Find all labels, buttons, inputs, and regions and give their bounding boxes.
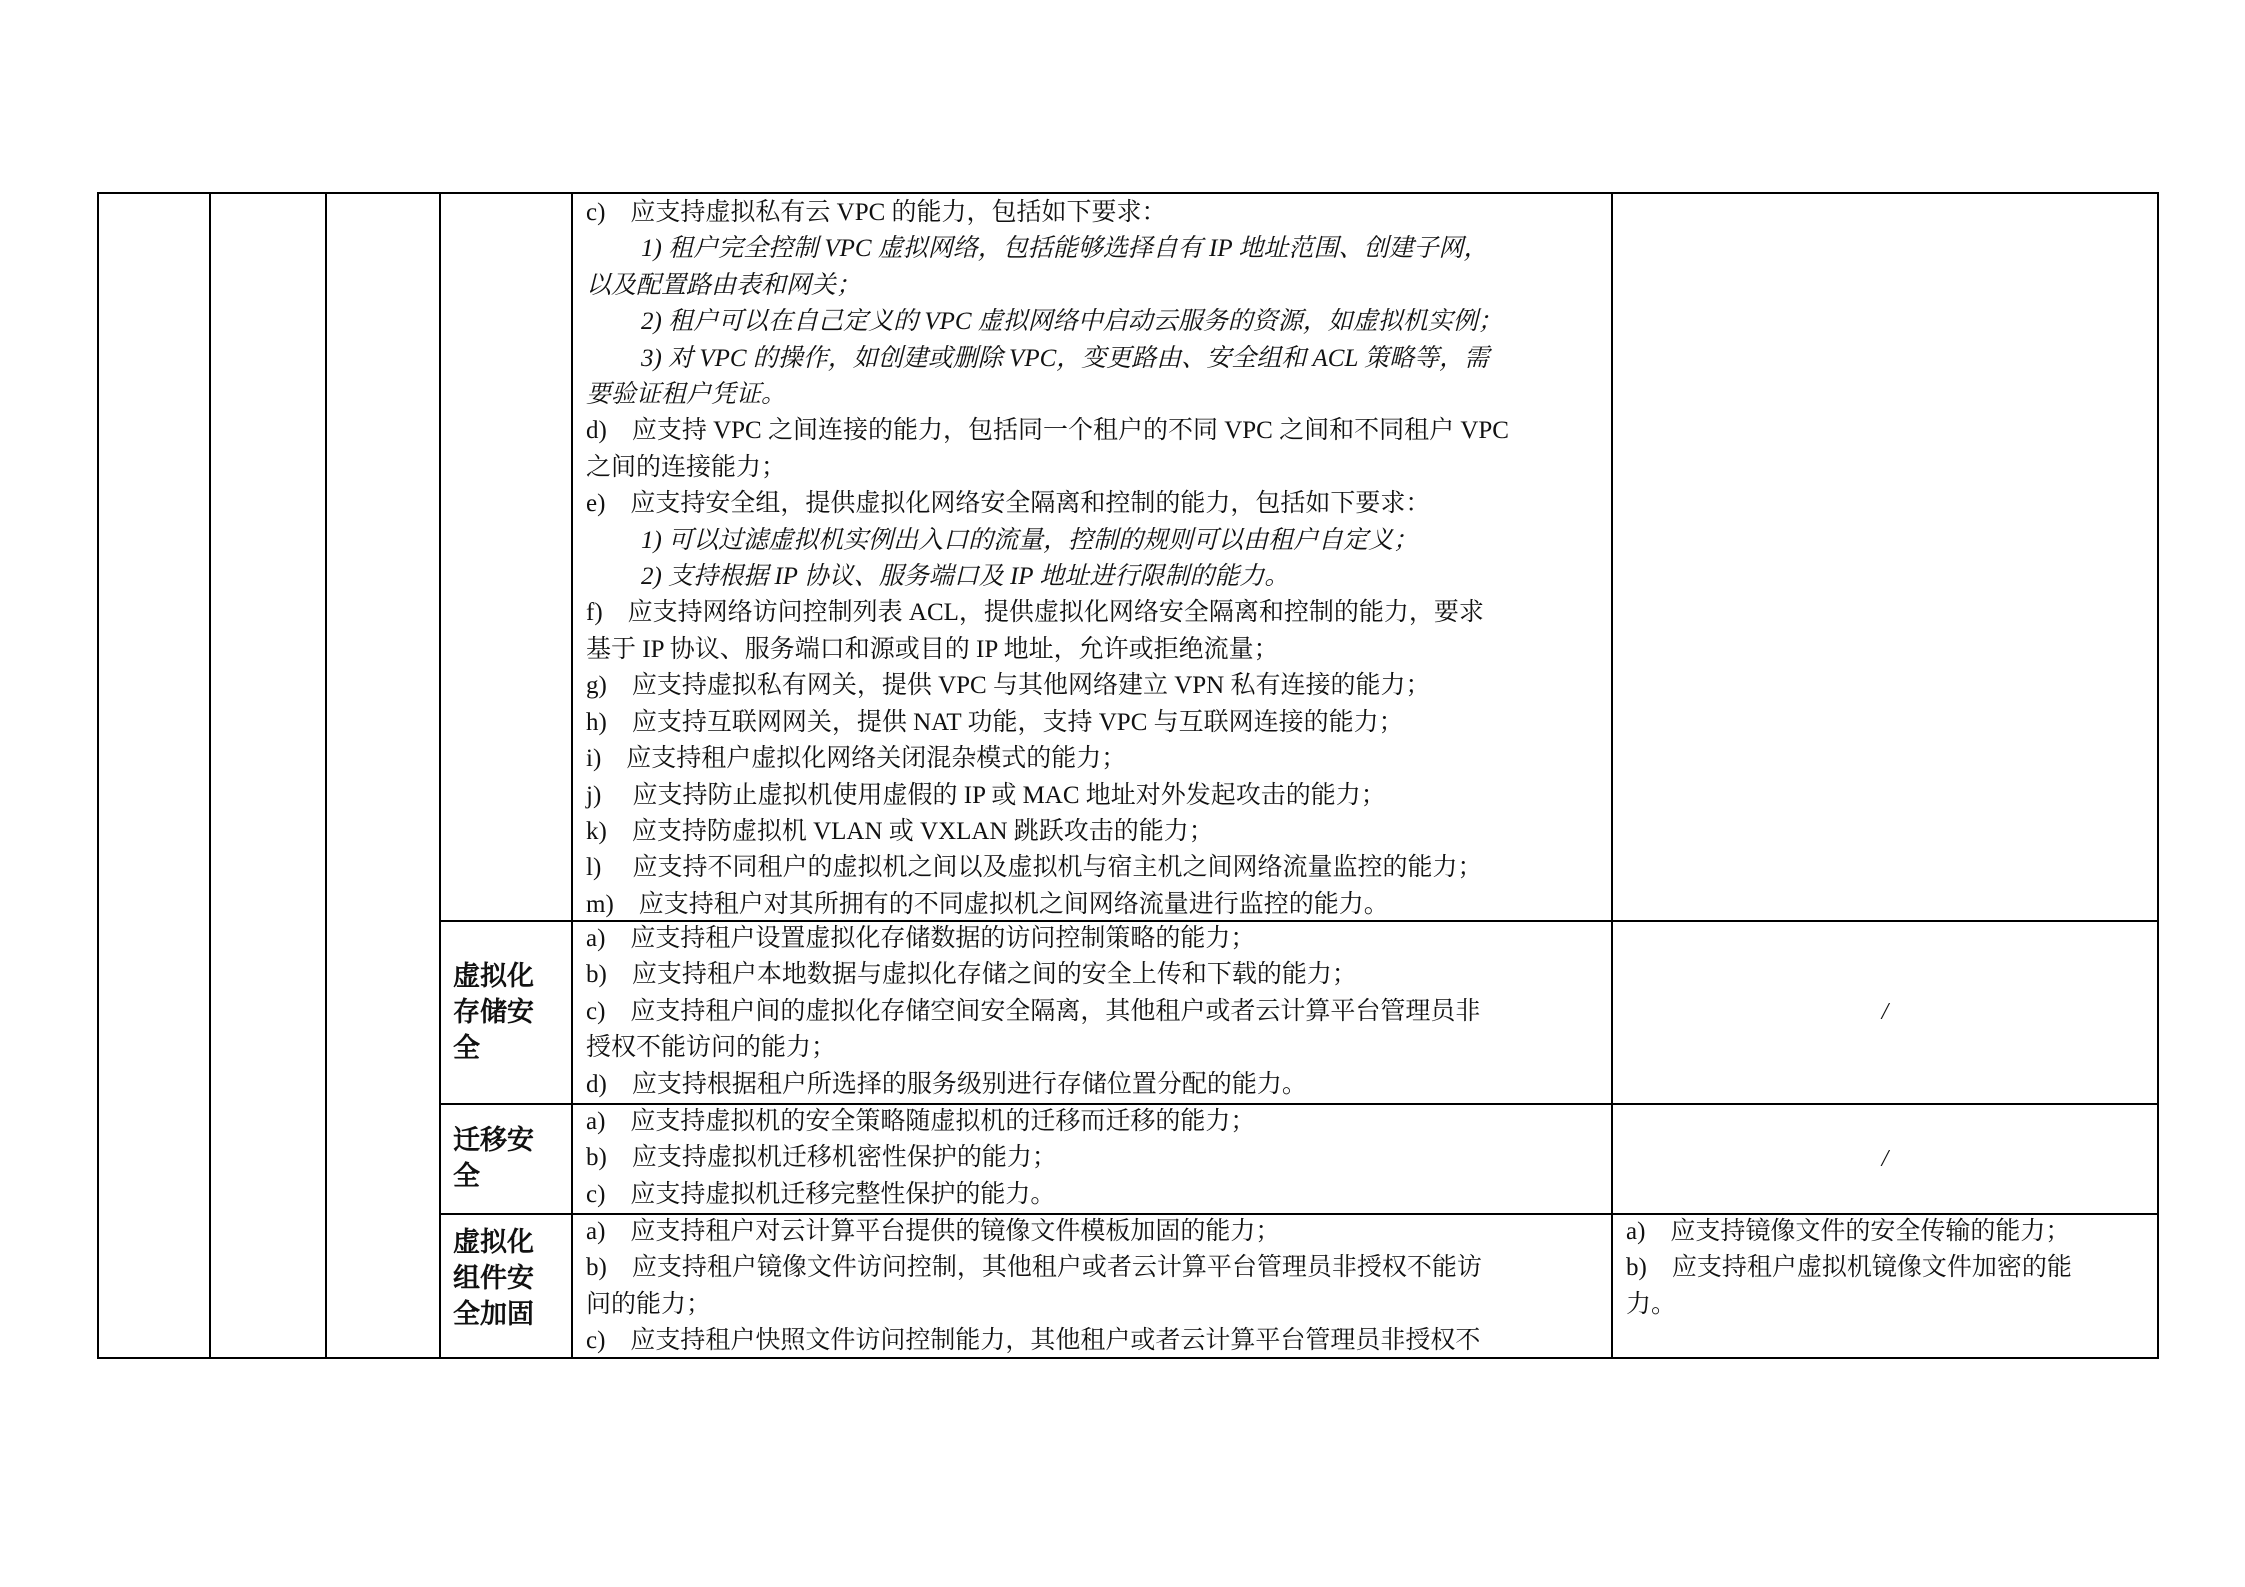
row-label-component-hardening: [441, 1215, 571, 1359]
req-line: 要验证租户凭证。: [586, 381, 787, 409]
component-hardening-extended-cell: [1613, 1214, 2157, 1359]
label-line: 迁移安: [453, 1125, 534, 1156]
column-divider: [209, 194, 211, 1357]
req-line: 授权不能访问的能力；: [586, 1034, 837, 1062]
req-line: a) 应支持虚拟机的安全策略随虚拟机的迁移而迁移的能力；: [586, 1108, 1256, 1135]
component-hardening-requirements-cell: [573, 1214, 1611, 1359]
req-line: c) 应支持租户间的虚拟化存储空间安全隔离，其他租户或者云计算平台管理员非: [586, 997, 1481, 1025]
label-line: 存储安: [453, 996, 534, 1028]
req-line: i) 应支持租户虚拟化网络关闭混杂模式的能力；: [586, 745, 1127, 773]
req-line: c) 应支持虚拟私有云 VPC 的能力，包括如下要求：: [586, 199, 1167, 226]
storage-security-extended-cell: [1613, 922, 2157, 1103]
req-line: e) 应支持安全组，提供虚拟化网络安全隔离和控制的能力，包括如下要求：: [586, 490, 1431, 518]
label-line: 全: [453, 1032, 480, 1064]
req-line: j) 应支持防止虚拟机使用虚假的 IP 或 MAC 地址对外发起攻击的能力；: [586, 781, 1386, 809]
not-applicable-mark: /: [1881, 999, 1889, 1025]
req-line: k) 应支持防虚拟机 VLAN 或 VXLAN 跳跃攻击的能力；: [586, 817, 1214, 845]
req-line: g) 应支持虚拟私有网关，提供 VPC 与其他网络建立 VPN 私有连接的能力；: [586, 672, 1431, 700]
req-line: 1) 租户完全控制 VPC 虚拟网络，包括能够选择自有 IP 地址范围、创建子网，: [641, 235, 1489, 263]
row-label-storage-security: [441, 922, 571, 1103]
not-applicable-mark: /: [1881, 1145, 1889, 1172]
label-line: 组件安: [453, 1263, 534, 1294]
req-line: c) 应支持虚拟机迁移完整性保护的能力。: [586, 1180, 1056, 1208]
req-line: 2) 租户可以在自己定义的 VPC 虚拟网络中启动云服务的资源，如虚拟机实例；: [641, 308, 1503, 336]
req-line: b) 应支持虚拟机迁移机密性保护的能力；: [586, 1144, 1057, 1172]
ext-line: 力。: [1626, 1290, 1677, 1318]
req-line: m) 应支持租户对其所拥有的不同虚拟机之间网络流量进行监控的能力。: [586, 890, 1389, 918]
req-line: 之间的连接能力；: [586, 453, 787, 481]
label-line: 虚拟化: [453, 1227, 534, 1258]
req-line: c) 应支持租户快照文件访问控制能力，其他租户或者云计算平台管理员非授权不: [586, 1327, 1481, 1355]
migration-security-extended-cell: [1613, 1105, 2157, 1213]
column-divider: [325, 194, 327, 1357]
label-line: 全: [453, 1161, 480, 1192]
req-line: 3) 对 VPC 的操作，如创建或删除 VPC，变更路由、安全组和 ACL 策略等，需: [641, 344, 1490, 372]
req-line: b) 应支持租户镜像文件访问控制，其他租户或者云计算平台管理员非授权不能访: [586, 1254, 1482, 1282]
ext-line: b) 应支持租户虚拟机镜像文件加密的能: [1626, 1254, 2072, 1282]
req-line: f) 应支持网络访问控制列表 ACL，提供虚拟化网络安全隔离和控制的能力，要求: [586, 599, 1484, 627]
req-line: h) 应支持互联网网关，提供 NAT 功能，支持 VPC 与互联网连接的能力；: [586, 708, 1404, 736]
row-label-migration-security: [441, 1105, 571, 1213]
req-line: d) 应支持 VPC 之间连接的能力，包括同一个租户的不同 VPC 之间和不同租户 VPC: [586, 417, 1509, 445]
req-line: 1) 可以过滤虚拟机实例出入口的流量，控制的规则可以由租户自定义；: [641, 526, 1419, 554]
req-line: 基于 IP 协议、服务端口和源或目的 IP 地址，允许或拒绝流量；: [586, 635, 1279, 663]
migration-security-requirements-cell: [573, 1104, 1611, 1213]
req-line: a) 应支持租户对云计算平台提供的镜像文件模板加固的能力；: [586, 1218, 1281, 1245]
req-line: 以及配置路由表和网关；: [586, 271, 862, 299]
req-line: l) 应支持不同租户的虚拟机之间以及虚拟机与宿主机之间网络流量监控的能力；: [586, 854, 1483, 882]
requirements-table: [97, 192, 2159, 1359]
req-line: d) 应支持根据租户所选择的服务级别进行存储位置分配的能力。: [586, 1070, 1307, 1098]
label-line: 全加固: [453, 1299, 534, 1330]
req-line: 问的能力；: [586, 1290, 712, 1318]
req-line: b) 应支持租户本地数据与虚拟化存储之间的安全上传和下载的能力；: [586, 961, 1357, 989]
req-line: 2) 支持根据 IP 协议、服务端口及 IP 地址进行限制的能力。: [641, 563, 1290, 591]
ext-line: a) 应支持镜像文件的安全传输的能力；: [1626, 1218, 2071, 1245]
req-line: a) 应支持租户设置虚拟化存储数据的访问控制策略的能力；: [586, 925, 1256, 952]
label-line: 虚拟化: [453, 960, 534, 992]
network-security-requirements-cell: [573, 195, 1611, 920]
storage-security-requirements-cell: [573, 921, 1611, 1103]
